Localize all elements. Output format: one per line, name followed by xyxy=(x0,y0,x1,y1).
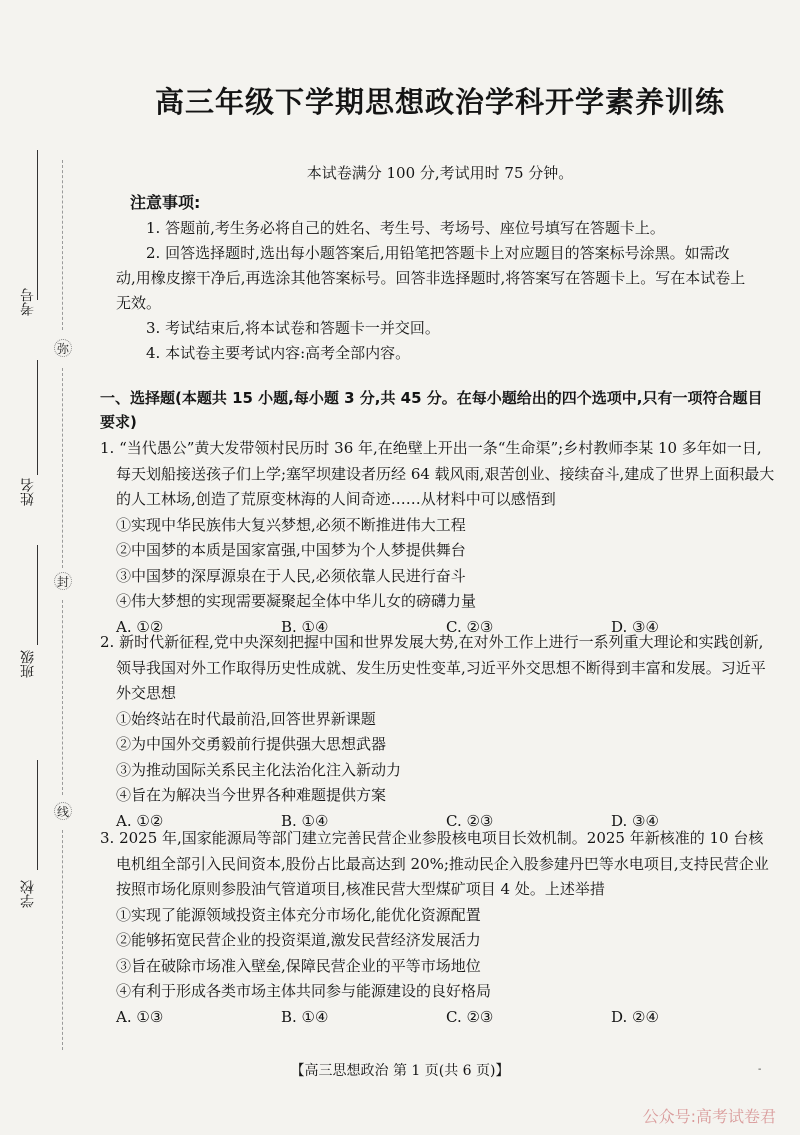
notice-heading: 注意事项: xyxy=(130,193,201,212)
choice-c: C. ②③ xyxy=(446,811,494,830)
question-statement: ②中国梦的本质是国家富强,中国梦为个人梦提供舞台 xyxy=(116,541,466,559)
question-statement: ①始终站在时代最前沿,回答世界新课题 xyxy=(116,709,376,728)
choice-c: C. ②③ xyxy=(446,617,494,636)
choice-b: B. ①④ xyxy=(281,811,329,830)
notice-item: 2. 回答选择题时,选出每小题答案后,用铅笔把答题卡上对应题目的答案标号涂黑。如需改动,用橡皮擦干净后,再选涂其他答案标号。回答非选择题时,将答案写在答题卡上。写在本试卷上无效。 xyxy=(116,244,746,312)
notice-item: 4. 本试卷主要考试内容:高考全部内容。 xyxy=(146,344,411,362)
section-title: 一、选择题(本题共 15 小题,每小题 3 分,共 45 分。在每小题给出的四个选项中,只有一项符合题目要求) xyxy=(100,389,763,431)
question-statement: ④伟大梦想的实现需要凝聚起全体中华儿女的磅礴力量 xyxy=(116,592,477,610)
choice-a: A. ①③ xyxy=(116,1007,164,1026)
seal-dotted-line xyxy=(62,600,63,795)
question-statement: ②能够拓宽民营企业的投资渠道,激发民营经济发展活力 xyxy=(116,931,481,949)
question-statement: ③中国梦的深厚源泉在于人民,必须依靠人民进行奋斗 xyxy=(116,566,466,585)
choice-d: D. ③④ xyxy=(611,617,659,636)
choice-c: C. ②③ xyxy=(446,1007,494,1026)
notice-item: 1. 答题前,考生务必将自己的姓名、考生号、考场号、座位号填写在答题卡上。 xyxy=(146,219,665,237)
question-stem: 3. 2025 年,国家能源局等部门建立完善民营企业参股核电项目长效机制。2025 年新核准的 10 台核电机组全部引入民间资本,股份占比最高达到 20%;推动民企入股参建丹巴等水电项目,支持民营企业按照市场化原则参股油气管道项目,核准民营大型煤矿项目 4 处。上述举措 xyxy=(100,829,769,898)
question-3 xyxy=(100,826,776,1030)
question-2 xyxy=(100,630,776,834)
seal-mark-xian: 线 xyxy=(50,798,76,824)
margin-label-exam-number: 考号 xyxy=(20,288,36,316)
seal-dotted-line xyxy=(62,160,63,330)
seal-mark-feng: 封 xyxy=(50,568,76,594)
notice-item: 3. 考试结束后,将本试卷和答题卡一并交回。 xyxy=(146,319,440,337)
question-statement: ④旨在为解决当今世界各种难题提供方案 xyxy=(116,786,387,804)
choice-d: D. ③④ xyxy=(611,811,659,830)
choice-a: A. ①② xyxy=(116,617,164,636)
seal-mark-mi: 弥 xyxy=(50,335,76,361)
question-1 xyxy=(100,436,776,640)
margin-line-class xyxy=(37,545,38,645)
choice-b: B. ①④ xyxy=(281,1007,329,1026)
choice-a: A. ①② xyxy=(116,811,164,830)
page-footer: 【高三思想政治 第 1 页(共 6 页)】 xyxy=(290,1063,510,1079)
question-statement: ③为推动国际关系民主化法治化注入新动力 xyxy=(116,760,402,779)
seal-dotted-line xyxy=(62,368,63,568)
question-statement: ④有利于形成各类市场主体共同参与能源建设的良好格局 xyxy=(116,982,492,1000)
margin-line-name xyxy=(37,360,38,475)
margin-label-school: 学校 xyxy=(20,880,36,908)
margin-line-school xyxy=(37,760,38,870)
notice-list xyxy=(116,216,748,366)
question-statement: ③旨在破除市场准入壁垒,保障民营企业的平等市场地位 xyxy=(116,956,481,975)
watermark-text: 公众号:高考试卷君 xyxy=(642,1107,776,1126)
seal-dotted-line xyxy=(62,830,63,1050)
corner-mark: - xyxy=(758,1064,762,1075)
margin-line-exam-number xyxy=(37,150,38,300)
exam-title: 高三年级下学期思想政治学科开学素养训练 xyxy=(154,85,725,119)
question-stem: 2. 新时代新征程,党中央深刻把握中国和世界发展大势,在对外工作上进行一系列重大理论和实践创新,领导我国对外工作取得历史性成就、发生历史性变革,习近平外交思想不断得到丰富和发展。习近平外交思想 xyxy=(100,633,766,702)
question-stem: 1. “当代愚公”黄大发带领村民历时 36 年,在绝壁上开出一条“生命渠”;乡村教师李某 10 多年如一日,每天划船接送孩子们上学;塞罕坝建设者历经 64 载风雨,艰苦创业、接续奋斗,建成了世界上面积最大的人工林场,创造了荒原变林海的人间奇迹……从材料中可以感悟到 xyxy=(100,439,775,508)
margin-label-name: 姓名 xyxy=(20,478,36,506)
question-statement: ②为中国外交勇毅前行提供强大思想武器 xyxy=(116,735,387,753)
margin-label-class: 班级 xyxy=(20,650,36,678)
choice-d: D. ②④ xyxy=(611,1007,659,1026)
choice-b: B. ①④ xyxy=(281,617,329,636)
answer-choices xyxy=(100,1005,776,1031)
question-statement: ①实现中华民族伟大复兴梦想,必须不断推进伟大工程 xyxy=(116,515,466,534)
question-statement: ①实现了能源领域投资主体充分市场化,能优化资源配置 xyxy=(116,905,481,924)
exam-subtitle: 本试卷满分 100 分,考试用时 75 分钟。 xyxy=(306,164,574,182)
